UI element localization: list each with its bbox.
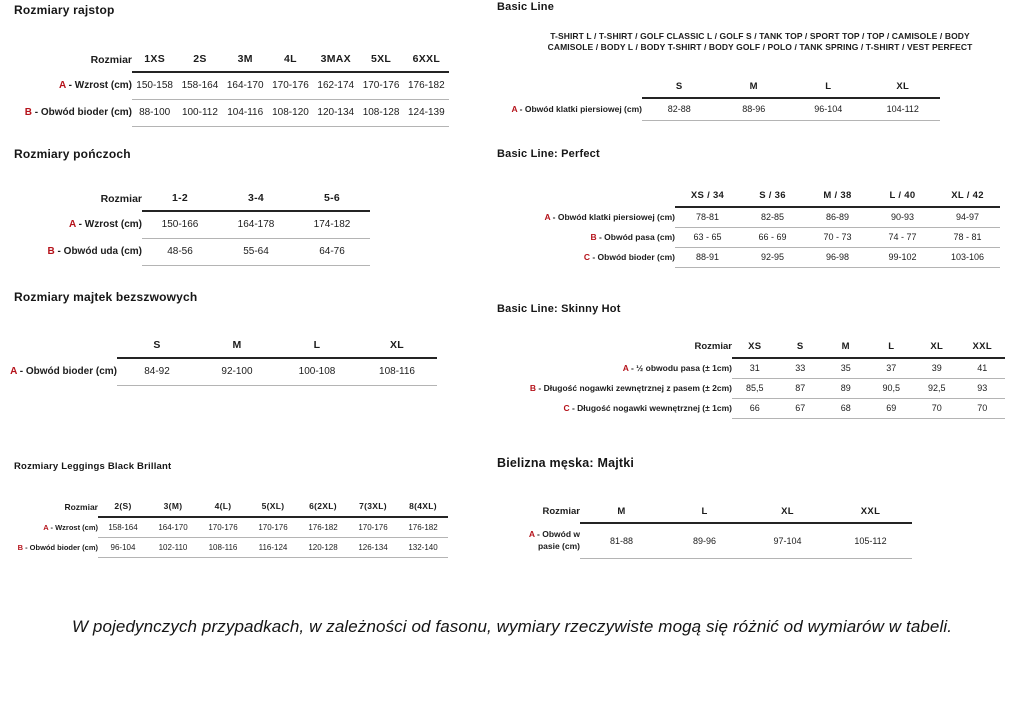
cell-value: 170-176	[198, 517, 248, 537]
row-label: B - Obwód bioder (cm)	[17, 542, 98, 552]
size-table	[8, 333, 437, 386]
column-header: 4(L)	[198, 496, 248, 517]
cell-value: 162-174	[313, 72, 358, 99]
cell-value: 158-164	[177, 72, 222, 99]
column-header: 5(XL)	[248, 496, 298, 517]
cell-value: 176-182	[398, 517, 448, 537]
row-letter: A	[43, 522, 49, 532]
cell-value: 88-96	[717, 98, 792, 120]
cell-value: 67	[778, 398, 824, 418]
column-header: 5-6	[294, 186, 370, 211]
column-header: XL	[914, 335, 960, 358]
cell-value: 104-112	[866, 98, 941, 120]
row-label: A - ½ obwodu pasa (± 1cm)	[622, 363, 732, 373]
table-row	[490, 358, 1005, 378]
table-row	[8, 72, 449, 99]
table-corner-label: Rozmiar	[90, 53, 132, 66]
basic-line-subtitle	[500, 31, 1020, 54]
column-header: XL	[866, 76, 941, 98]
footnote-text: W pojedynczych przypadkach, w zależności od fasonu, wymiary rzeczywiste mogą się różnić od wymiarów w tabeli.	[71, 617, 953, 636]
column-header: S	[117, 333, 197, 358]
cell-value: 96-104	[98, 537, 148, 557]
column-header: L	[663, 500, 746, 523]
column-header: 8(4XL)	[398, 496, 448, 517]
table-row	[8, 537, 448, 557]
cell-value: 66 - 69	[740, 227, 805, 247]
cell-value: 102-110	[148, 537, 198, 557]
column-header: XXL	[960, 335, 1006, 358]
row-letter: B	[590, 232, 597, 242]
cell-value: 92-95	[740, 247, 805, 267]
table-row	[487, 98, 940, 120]
cell-value: 89	[823, 378, 869, 398]
cell-value: 108-116	[357, 358, 437, 385]
cell-value: 124-139	[404, 99, 449, 126]
column-header: 1-2	[142, 186, 218, 211]
row-label: A - Obwód bioder (cm)	[10, 366, 117, 377]
row-letter: A	[528, 529, 535, 540]
table-row	[30, 211, 370, 238]
cell-value: 69	[869, 398, 915, 418]
basic-line-subtitle-line1: T-SHIRT L / T-SHIRT / GOLF CLASSIC L / GOLF S / TANK TOP / SPORT TOP / TOP / CAMISOLE / BODY	[550, 31, 970, 41]
cell-value: 41	[960, 358, 1006, 378]
column-header: 3(M)	[148, 496, 198, 517]
column-header: S	[642, 76, 717, 98]
leggings-table	[8, 496, 448, 558]
cell-value: 48-56	[142, 238, 218, 265]
cell-value: 150-166	[142, 211, 218, 238]
cell-value: 37	[869, 358, 915, 378]
section-ponczochy	[14, 147, 131, 161]
column-header: 2S	[177, 47, 222, 72]
section-title: Rozmiary majtek bezszwowych	[14, 290, 198, 304]
row-letter: A	[622, 363, 629, 373]
cell-value: 89-96	[663, 523, 746, 558]
row-letter: A	[511, 104, 518, 114]
cell-value: 176-182	[298, 517, 348, 537]
section-majtki-bezszwowe	[14, 290, 197, 304]
column-header: M	[823, 335, 869, 358]
row-label: C - Długość nogawki wewnętrznej (± 1cm)	[563, 403, 732, 413]
row-letter: B	[17, 542, 23, 552]
column-header: L / 40	[870, 184, 935, 207]
table-corner-label	[8, 333, 117, 358]
cell-value: 90,5	[869, 378, 915, 398]
cell-value: 70	[960, 398, 1006, 418]
cell-value: 63 - 65	[675, 227, 740, 247]
size-table	[487, 76, 940, 121]
section-title: Basic Line: Perfect	[497, 148, 600, 160]
cell-value: 170-176	[268, 72, 313, 99]
cell-value: 82-88	[642, 98, 717, 120]
section-title: Basic Line	[497, 1, 555, 13]
cell-value: 97-104	[746, 523, 829, 558]
row-label: A - Wzrost (cm)	[43, 522, 98, 532]
cell-value: 108-116	[198, 537, 248, 557]
column-header: 4L	[268, 47, 313, 72]
row-label: B - Długość nogawki zewnętrznej z pasem (± 2cm)	[529, 383, 732, 393]
row-letter: C	[583, 252, 590, 262]
cell-value: 31	[732, 358, 778, 378]
cell-value: 78-81	[675, 207, 740, 227]
column-header: M	[580, 500, 663, 523]
cell-value: 96-98	[805, 247, 870, 267]
section-title: Rozmiary rajstop	[14, 3, 115, 17]
cell-value: 170-176	[348, 517, 398, 537]
table-corner-label	[500, 184, 675, 207]
row-letter: B	[24, 107, 32, 118]
cell-value: 103-106	[935, 247, 1000, 267]
column-header: 6(2XL)	[298, 496, 348, 517]
row-label: A - Obwód klatki piersiowej (cm)	[511, 104, 642, 114]
row-label: A - Wzrost (cm)	[69, 219, 142, 230]
cell-value: 94-97	[935, 207, 1000, 227]
column-header: L	[869, 335, 915, 358]
column-header: M	[197, 333, 277, 358]
cell-value: 92-100	[197, 358, 277, 385]
cell-value: 70 - 73	[805, 227, 870, 247]
cell-value: 78 - 81	[935, 227, 1000, 247]
cell-value: 35	[823, 358, 869, 378]
cell-value: 132-140	[398, 537, 448, 557]
row-label: B - Obwód pasa (cm)	[590, 232, 675, 242]
majtki-bezszwowe-table	[8, 333, 437, 386]
column-header: 3M	[223, 47, 268, 72]
section-title: Rozmiary Leggings Black Brillant	[14, 461, 172, 472]
column-header: S	[778, 335, 824, 358]
row-letter: A	[10, 366, 17, 377]
cell-value: 66	[732, 398, 778, 418]
table-corner-label	[487, 76, 642, 98]
cell-value: 84-92	[117, 358, 197, 385]
row-label: A - Obwód w pasie (cm)	[528, 529, 580, 551]
column-header: XS	[732, 335, 778, 358]
row-letter: A	[544, 212, 551, 222]
section-rajstop	[14, 3, 115, 17]
column-header: 3-4	[218, 186, 294, 211]
row-label: B - Obwód bioder (cm)	[24, 107, 132, 118]
table-row	[500, 227, 1000, 247]
table-corner-label: Rozmiar	[64, 501, 98, 512]
section-title: Rozmiary pończoch	[14, 147, 131, 161]
row-letter: B	[47, 246, 55, 257]
table-row	[8, 517, 448, 537]
cell-value: 99-102	[870, 247, 935, 267]
size-table	[510, 500, 912, 559]
column-header: XXL	[829, 500, 912, 523]
cell-value: 164-178	[218, 211, 294, 238]
cell-value: 100-112	[177, 99, 222, 126]
column-header: 1XS	[132, 47, 177, 72]
column-header: XL / 42	[935, 184, 1000, 207]
section-basic-line	[497, 1, 554, 13]
section-perfect	[497, 148, 600, 160]
cell-value: 105-112	[829, 523, 912, 558]
column-header: 6XXL	[404, 47, 449, 72]
table-row	[500, 247, 1000, 267]
table-corner-label: Rozmiar	[100, 192, 142, 205]
row-letter: B	[529, 383, 537, 393]
cell-value: 108-120	[268, 99, 313, 126]
cell-value: 33	[778, 358, 824, 378]
column-header: 3MAX	[313, 47, 358, 72]
column-header: 7(3XL)	[348, 496, 398, 517]
rajstop-table	[8, 47, 449, 127]
table-row	[8, 99, 449, 126]
cell-value: 158-164	[98, 517, 148, 537]
skinny-hot-table	[490, 335, 1005, 419]
cell-value: 55-64	[218, 238, 294, 265]
ponczochy-table	[30, 186, 370, 266]
cell-value: 126-134	[348, 537, 398, 557]
column-header: S / 36	[740, 184, 805, 207]
cell-value: 176-182	[404, 72, 449, 99]
cell-value: 108-128	[358, 99, 403, 126]
section-title: Basic Line: Skinny Hot	[497, 303, 621, 315]
majtki-meskie-table	[510, 500, 912, 559]
cell-value: 120-128	[298, 537, 348, 557]
cell-value: 170-176	[358, 72, 403, 99]
column-header: XL	[357, 333, 437, 358]
cell-value: 164-170	[148, 517, 198, 537]
cell-value: 74 - 77	[870, 227, 935, 247]
table-row	[490, 378, 1005, 398]
cell-value: 88-100	[132, 99, 177, 126]
cell-value: 170-176	[248, 517, 298, 537]
cell-value: 92,5	[914, 378, 960, 398]
size-table	[8, 47, 449, 127]
cell-value: 104-116	[223, 99, 268, 126]
basic-line-table	[487, 76, 940, 121]
table-row	[30, 238, 370, 265]
row-label: A - Wzrost (cm)	[59, 80, 132, 91]
size-table	[8, 496, 448, 558]
cell-value: 82-85	[740, 207, 805, 227]
basic-line-subtitle-line2: CAMISOLE / BODY L / BODY T-SHIRT / BODY GOLF / POLO / TANK SPRING / T-SHIRT / VEST PERFECT	[547, 42, 973, 53]
size-table	[490, 335, 1005, 419]
size-table	[30, 186, 370, 266]
row-label: A - Obwód klatki piersiowej (cm)	[544, 212, 675, 222]
table-row	[510, 523, 912, 558]
cell-value: 81-88	[580, 523, 663, 558]
cell-value: 164-170	[223, 72, 268, 99]
column-header: 5XL	[358, 47, 403, 72]
column-header: L	[791, 76, 866, 98]
column-header: 2(S)	[98, 496, 148, 517]
section-title: Bielizna męska: Majtki	[497, 456, 635, 470]
cell-value: 174-182	[294, 211, 370, 238]
cell-value: 87	[778, 378, 824, 398]
size-table	[500, 184, 1000, 268]
row-label: B - Obwód uda (cm)	[47, 246, 142, 257]
cell-value: 90-93	[870, 207, 935, 227]
table-corner-label: Rozmiar	[542, 506, 580, 517]
cell-value: 88-91	[675, 247, 740, 267]
table-corner-label: Rozmiar	[694, 341, 732, 352]
cell-value: 93	[960, 378, 1006, 398]
table-row	[490, 398, 1005, 418]
column-header: M	[717, 76, 792, 98]
cell-value: 85,5	[732, 378, 778, 398]
row-letter: C	[563, 403, 570, 413]
row-label: C - Obwód bioder (cm)	[583, 252, 675, 262]
column-header: L	[277, 333, 357, 358]
cell-value: 96-104	[791, 98, 866, 120]
row-letter: A	[69, 219, 76, 230]
section-leggings	[14, 461, 171, 472]
row-letter: A	[59, 80, 66, 91]
column-header: XS / 34	[675, 184, 740, 207]
perfect-table	[500, 184, 1000, 268]
table-row	[500, 207, 1000, 227]
cell-value: 116-124	[248, 537, 298, 557]
table-row	[8, 358, 437, 385]
section-majtki-meskie	[497, 456, 634, 470]
cell-value: 70	[914, 398, 960, 418]
cell-value: 120-134	[313, 99, 358, 126]
cell-value: 68	[823, 398, 869, 418]
cell-value: 100-108	[277, 358, 357, 385]
cell-value: 39	[914, 358, 960, 378]
cell-value: 86-89	[805, 207, 870, 227]
column-header: M / 38	[805, 184, 870, 207]
cell-value: 64-76	[294, 238, 370, 265]
section-skinny-hot	[497, 303, 621, 315]
column-header: XL	[746, 500, 829, 523]
cell-value: 150-158	[132, 72, 177, 99]
